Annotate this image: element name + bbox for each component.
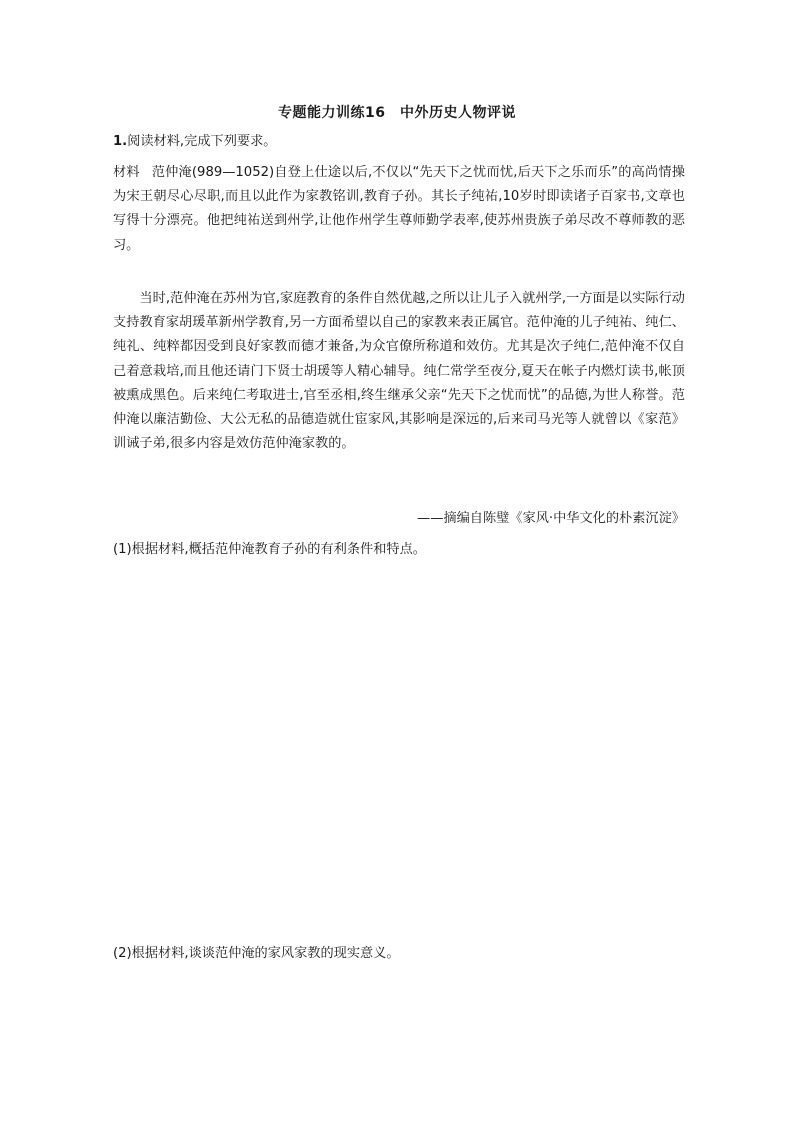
question-text: 阅读材料,完成下列要求。 <box>127 134 277 149</box>
sub-question-1: (1)根据材料,概括范仲淹教育子孙的有利条件和特点。 <box>113 542 426 557</box>
material-text-1: 范仲淹(989—1052)自登上仕途以后,不仅以“先天下之忧而忧,后天下之乐而乐”的高尚情操为宋王朝尽心尽职,而且以此作为家教铭训,教育子孙。其长子纯祐,10岁时即读诸子百家书,文章也写得十分漂亮。他把纯祐送到州学,让他作州学生尊师勤学表率,使苏州贵族子弟尽改不尊师教的恶习。 <box>113 165 685 253</box>
material-paragraph-1 <box>113 161 685 258</box>
question-number: 1. <box>113 134 128 149</box>
material-source: ——摘编自陈璧《家风·中华文化的朴素沉淀》 <box>417 511 685 526</box>
sub-question-2: (2)根据材料,谈谈范仲淹的家风家教的现实意义。 <box>113 946 400 961</box>
question-prompt <box>113 130 685 154</box>
page-title: 专题能力训练16 中外历史人物评说 <box>278 105 516 121</box>
material-paragraph-2: 当时,范仲淹在苏州为官,家庭教育的条件自然优越,之所以让儿子入就州学,一方面是以实际行动支持教育家胡瑗革新州学教育,另一方面希望以自己的家教来表正属官。范仲淹的儿子纯祐、纯仁、纯礼、纯粹都因受到良好家教而德才兼备,为众官僚所称道和效仿。尤其是次子纯仁,范仲淹不仅自己着意栽培,而且他还请门下贤士胡瑗等人精心辅导。纯仁常学至夜分,夏天在帐子内燃灯读书,帐顶被熏成黑色。后来纯仁考取进士,官至丞相,终生继承父亲“先天下之忧而忧”的品德,为世人称誉。范仲淹以廉洁勤俭、大公无私的品德造就仕宦家风,其影响是深远的,后来司马光等人就曾以《家范》训诫子弟,很多内容是效仿范仲淹家教的。 <box>113 291 685 452</box>
material-label: 材料 <box>113 165 140 180</box>
